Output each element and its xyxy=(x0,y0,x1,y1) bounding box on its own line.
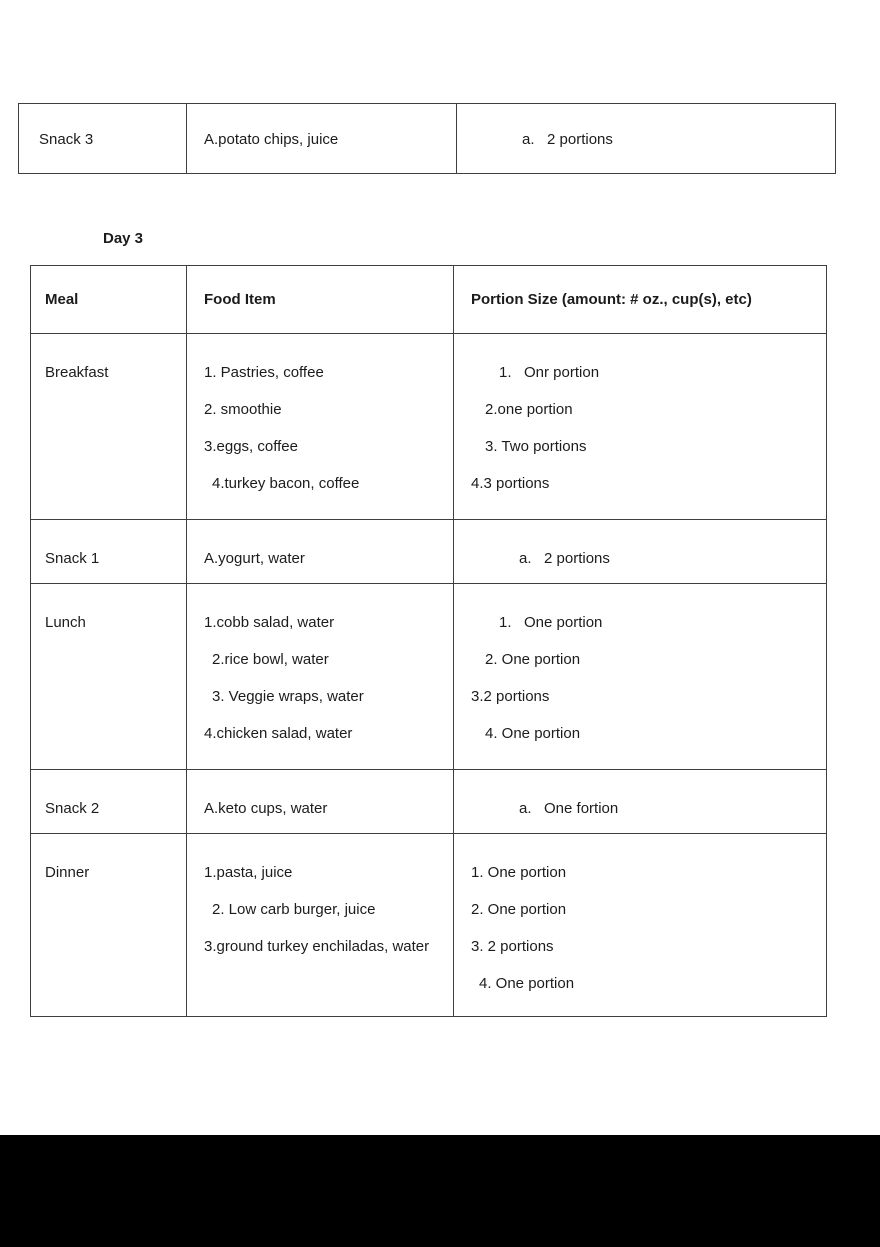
day-heading: Day 3 xyxy=(103,230,144,247)
meal-cell xyxy=(31,770,187,834)
meal-cell xyxy=(31,334,187,520)
meal-cell xyxy=(31,834,187,1017)
food-item-line: 3.ground turkey enchiladas, water xyxy=(204,938,430,955)
portion-line: 1. One portion xyxy=(499,614,603,631)
meal-label: Breakfast xyxy=(45,364,109,381)
food-cell xyxy=(187,104,457,174)
header-meal: Meal xyxy=(31,266,187,334)
snack3-continuation-table xyxy=(18,103,836,174)
food-item-line: 3.eggs, coffee xyxy=(204,438,298,455)
footer-black-bar xyxy=(0,1135,880,1247)
food-item-line: A.potato chips, juice xyxy=(204,131,339,148)
portion-line: a. 2 portions xyxy=(519,550,610,567)
food-item-line: 2.rice bowl, water xyxy=(212,651,329,668)
food-cell xyxy=(187,834,454,1017)
portion-cell xyxy=(454,770,827,834)
portion-line: 4. One portion xyxy=(485,725,581,742)
meal-cell xyxy=(19,104,187,174)
food-item-line: 1.pasta, juice xyxy=(204,864,293,881)
portion-line: 2. One portion xyxy=(471,901,567,918)
portion-cell xyxy=(454,584,827,770)
portion-line: a. One fortion xyxy=(519,800,619,817)
portion-cell xyxy=(454,520,827,584)
portion-line: 1. One portion xyxy=(471,864,567,881)
food-item-line: 4.chicken salad, water xyxy=(204,725,353,742)
meal-label: Lunch xyxy=(45,614,86,631)
table-row-lunch xyxy=(31,584,827,770)
portion-cell xyxy=(457,104,836,174)
header-food-item: Food Item xyxy=(187,266,454,334)
meal-cell xyxy=(31,520,187,584)
portion-line: 2. One portion xyxy=(485,651,581,668)
portion-line: a. 2 portions xyxy=(522,131,613,148)
table-row-breakfast xyxy=(31,334,827,520)
portion-line: 3. Two portions xyxy=(485,438,587,455)
table-row-snack2 xyxy=(31,770,827,834)
portion-line: 2.one portion xyxy=(485,401,573,418)
food-item-line: 1.cobb salad, water xyxy=(204,614,335,631)
meal-label: Snack 2 xyxy=(45,800,100,817)
meal-label: Snack 1 xyxy=(45,550,100,567)
food-item-line: 4.turkey bacon, coffee xyxy=(212,475,360,492)
food-item-line: 2. smoothie xyxy=(204,401,282,418)
food-cell xyxy=(187,584,454,770)
food-item-line: A.keto cups, water xyxy=(204,800,328,817)
portion-line: 3.2 portions xyxy=(471,688,550,705)
table-row-dinner xyxy=(31,834,827,1017)
food-cell xyxy=(187,334,454,520)
food-item-line: 2. Low carb burger, juice xyxy=(212,901,376,918)
meal-label: Snack 3 xyxy=(39,131,94,148)
table-row xyxy=(19,104,836,174)
food-item-line: A.yogurt, water xyxy=(204,550,305,567)
food-cell xyxy=(187,520,454,584)
table-row-snack1 xyxy=(31,520,827,584)
portion-cell xyxy=(454,334,827,520)
header-portion-size: Portion Size (amount: # oz., cup(s), etc) xyxy=(454,266,827,334)
food-cell xyxy=(187,770,454,834)
portion-line: 4. One portion xyxy=(479,975,575,992)
portion-line: 4.3 portions xyxy=(471,475,550,492)
portion-cell xyxy=(454,834,827,1017)
portion-line: 3. 2 portions xyxy=(471,938,554,955)
day3-meal-table xyxy=(30,265,827,1017)
food-item-line: 1. Pastries, coffee xyxy=(204,364,324,381)
meal-label: Dinner xyxy=(45,864,90,881)
food-item-line: 3. Veggie wraps, water xyxy=(212,688,364,705)
table-header-row xyxy=(31,266,827,334)
meal-cell xyxy=(31,584,187,770)
portion-line: 1. Onr portion xyxy=(499,364,600,381)
